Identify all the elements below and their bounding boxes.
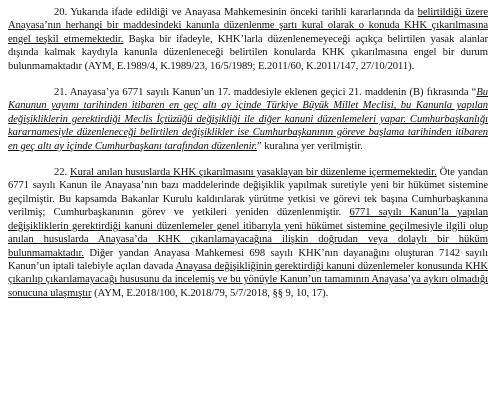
- paragraph-21: [8, 86, 488, 153]
- paragraph-22: [8, 166, 488, 300]
- underlined-text-segment: 6771 sayılı Kanun’la yapılan değişikliklerin gerektirdiği kanuni düzenlemeler genel itibarıyla yeni hükümet sistemine geçilmesiyle ilgili olup anılan hususlarda Anayasa’da KHK çıkarılamayacağına ilişkin doğrudan veya dolaylı bir hüküm bulunmamaktadır.: [8, 207, 488, 259]
- text-segment: Diğer yandan Anayasa Mahkemesi 698 sayılı KHK’nın dayanağını oluşturan 7142 sayılı Kanun’un iptali talebiyle açılan davada: [8, 247, 488, 272]
- text-segment: Öte yandan 6771 sayılı Kanun ile Anayasa’nın bazı maddelerinde değişiklik yapılmak suretiyle yeni bir hükümet sistemine geçilmiştir. Bu kapsamda Bakanlar Kurulu kaldırılarak yürütme yetkisi ve görevi tek başına Cumhurbaşkanına verilmiş; Cumhurbaşkanının görev ve yetkileri yeniden düzenlenmiştir.: [8, 167, 489, 219]
- text-segment: 20. Yukarıda ifade edildiği ve Anayasa Mahkemesinin önceki tarihli kararlarında da: [54, 7, 418, 18]
- underlined-text-segment: Bu Kanunun yayımı tarihinden itibaren en geç altı ay içinde Türkiye Büyük Millet Meclisi, bu Kanunla yapılan değişikliklerin gerektirdiği Meclis İçtüzüğü değişikliği ile diğer kanuni düzenlemeleri yapar. Cumhurbaşkanlığı kararnamesiyle düzenleneceği belirtilen değişiklikler ise Cumhurbaşkanının göreve başlama tarihinden itibaren en geç altı ay içinde Cumhurbaşkanı tarafından düzenlenir.: [8, 87, 488, 152]
- document-page: [8, 6, 488, 300]
- text-segment: ” kuralına yer verilmiştir.: [256, 140, 363, 152]
- underlined-text-segment: Anayasa değişikliğinin gerektirdiği kanuni düzenlemeler konusunda KHK çıkarılıp çıkarılamayacağı hususunu da incelemiş ve bu yönüyle Kanun’un tamamının Anayasa’ya aykırı olmadığı sonucuna ulaşmıştır: [8, 260, 489, 299]
- paragraph-20: [8, 6, 488, 73]
- underlined-text-segment: belirtildiği üzere Anayasa’nın herhangi bir maddesindeki kanunla düzenlenme şartı kural olarak o konuda KHK çıkarılmasına engel teşkil etmemektedir.: [8, 7, 488, 45]
- text-segment: Başka bir ifadeyle, KHK’larla düzenlenemeyeceği açıkça belirtilen yasak alanlar dışında kalmak kaydıyla kanunla düzenleneceği belirtilen konularda KHK çıkarılmasına engel bir durum bulunmamaktadır (AYM, E.1989/4, K.1989/23, 16/5/1989; E.2011/60, K.2011/147, 27/10/2011).: [8, 33, 488, 72]
- text-segment: 22.: [54, 167, 71, 179]
- underlined-text-segment: Kural anılan hususlarda KHK çıkarılmasını yasaklayan bir düzenleme içermemektedir.: [70, 167, 437, 179]
- text-segment: (AYM, E.2018/100, K.2018/79, 5/7/2018, §§ 9, 10, 17).: [91, 287, 329, 299]
- text-segment: 21. Anayasa’ya 6771 sayılı Kanun’un 17. maddesiyle eklenen geçici 21. maddenin (B) fıkrasında “: [54, 87, 477, 99]
